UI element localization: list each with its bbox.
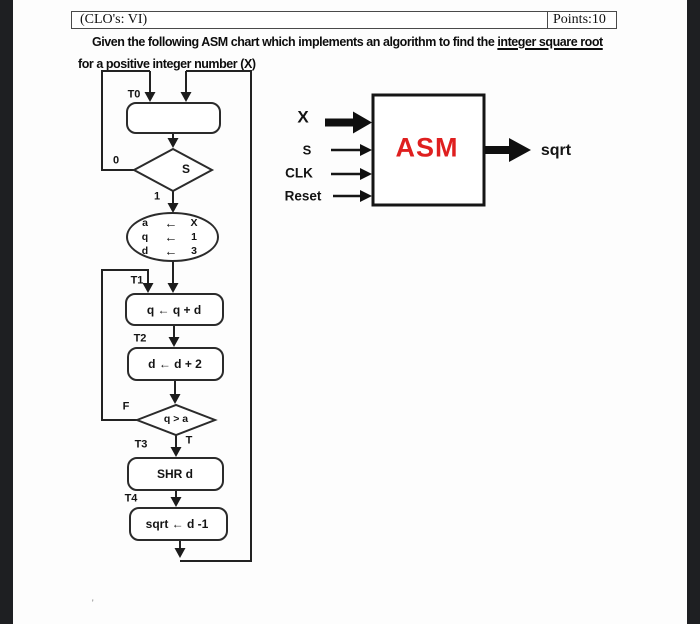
label-t2: T2: [133, 332, 147, 345]
points-cell: Points:10: [547, 12, 616, 28]
clo-cell: (CLO's: VI): [80, 12, 148, 27]
input-clk-arrowhead-icon: [360, 168, 372, 180]
decision-s: [134, 149, 212, 191]
input-reset-label: Reset: [284, 188, 322, 204]
input-x-arrow-icon: [325, 112, 372, 134]
label-t4: T4: [124, 492, 138, 505]
label-branch-f: F: [122, 400, 130, 413]
question-line1-prefix: Given the following ASM chart which implements an algorithm to find the: [92, 35, 498, 49]
stray-scan-mark: ': [92, 598, 94, 608]
label-t0: T0: [127, 88, 141, 101]
oval-row3-dst: d: [141, 244, 149, 257]
input-x-label: X: [297, 107, 309, 127]
label-branch-0: 0: [112, 154, 120, 167]
state-box-t0: [127, 103, 220, 133]
state-t2-text: d ← d + 2: [148, 357, 202, 371]
state-t3-text: SHR d: [157, 467, 193, 481]
state-t4-text: sqrt ← d -1: [145, 517, 209, 531]
label-branch-t: T: [185, 434, 193, 447]
label-t1: T1: [130, 274, 144, 287]
state-t1-text: q ← q + d: [146, 303, 202, 317]
oval-row2-src: 1: [191, 230, 197, 243]
input-clk-label: CLK: [285, 165, 313, 181]
oval-row3-src: 3: [191, 244, 197, 257]
decision-s-text: S: [181, 162, 191, 176]
input-s-label: S: [302, 142, 312, 158]
oval-row3-arrow-icon: ←: [164, 243, 178, 259]
label-branch-1: 1: [153, 190, 161, 203]
label-t3: T3: [134, 438, 148, 451]
oval-row1-dst: a: [142, 216, 148, 229]
input-s-arrowhead-icon: [360, 144, 372, 156]
oval-row1-arrow-icon: ←: [164, 215, 178, 231]
output-sqrt-label: sqrt: [540, 142, 572, 159]
decision-qa-text: q > a: [163, 412, 189, 425]
oval-row2-arrow-icon: ←: [164, 229, 178, 245]
question-line-2: for a positive integer number (X): [78, 57, 256, 71]
oval-row2-dst: q: [141, 230, 149, 243]
output-sqrt-arrow-icon: [485, 138, 531, 162]
input-reset-arrowhead-icon: [360, 190, 372, 202]
asm-block-label: ASM: [395, 132, 459, 163]
question-line1-underlined: integer square root: [497, 35, 603, 49]
oval-row1-src: X: [190, 216, 198, 229]
